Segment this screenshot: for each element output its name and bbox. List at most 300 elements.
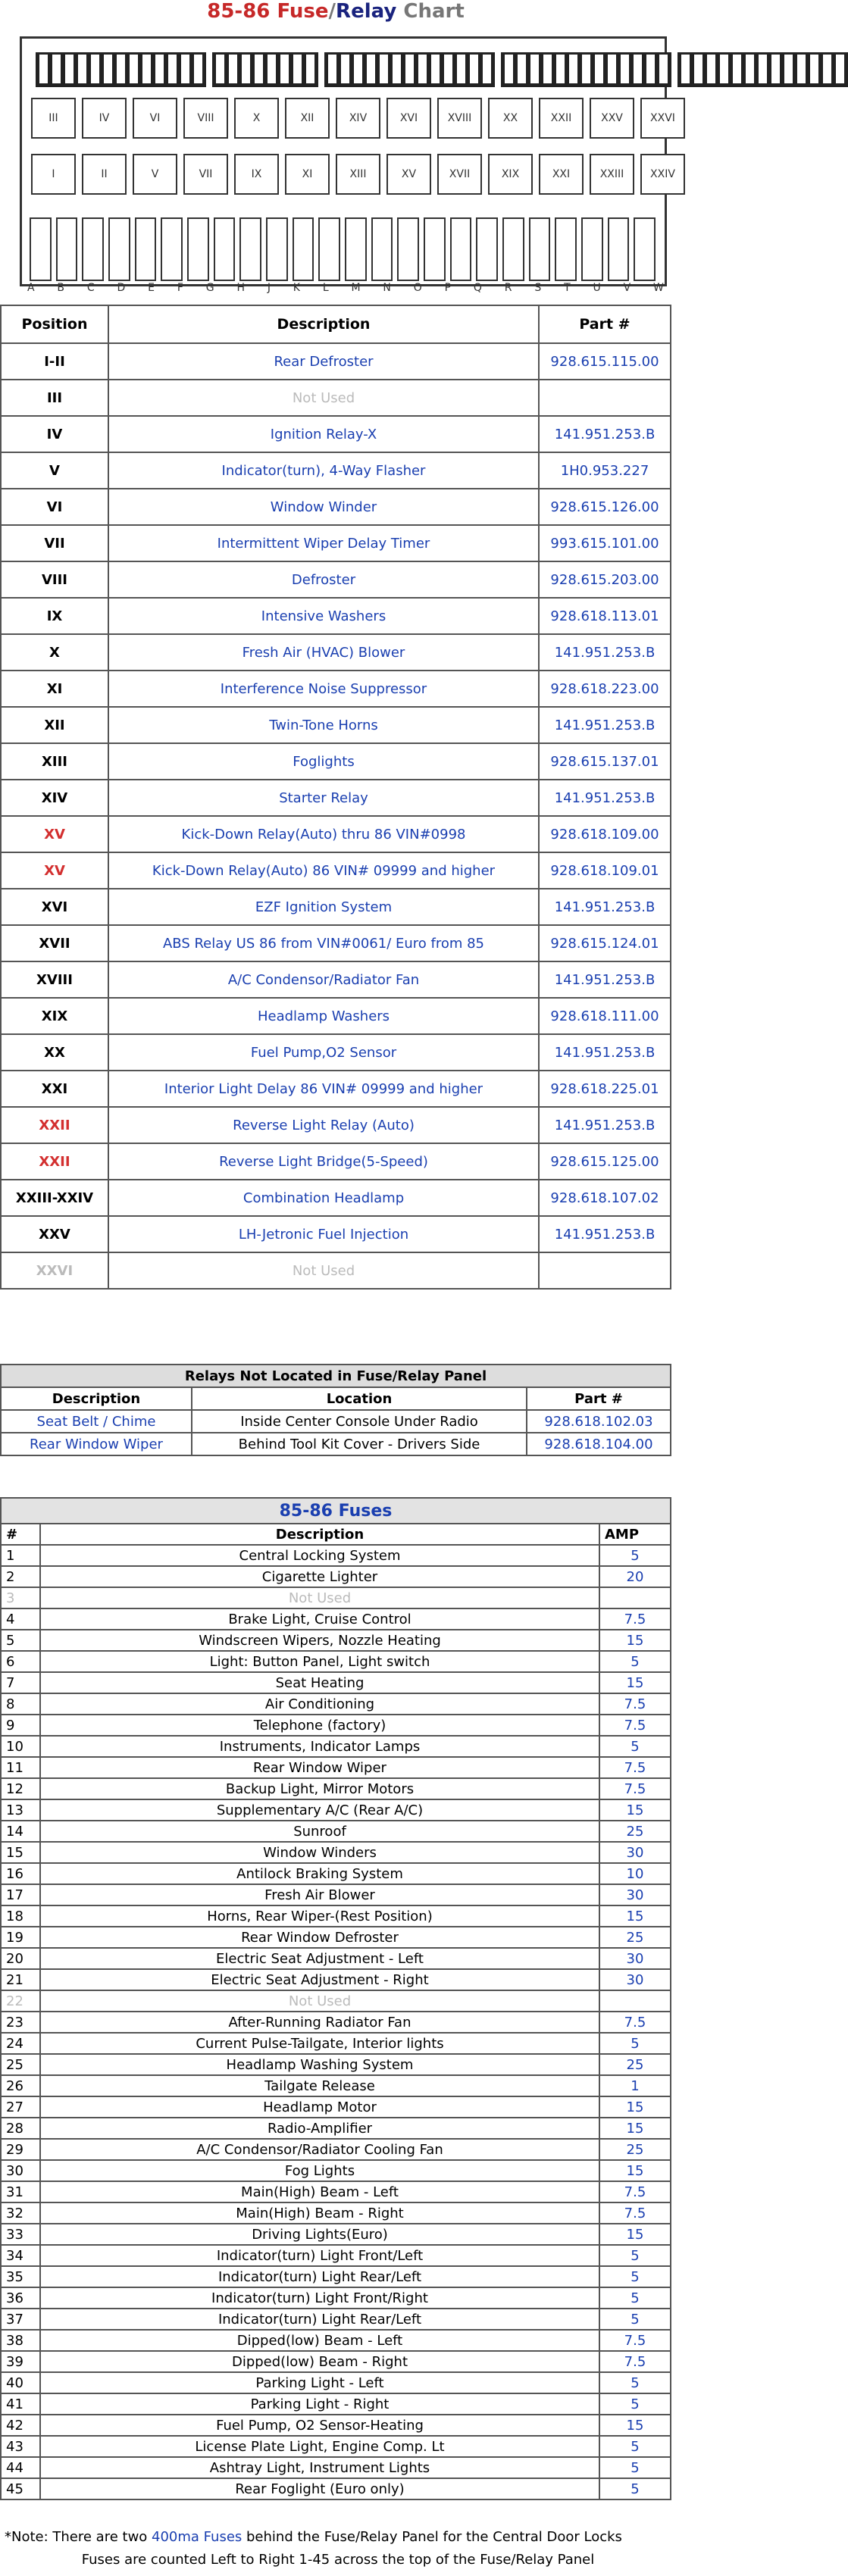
fuse-description: Fresh Air Blower	[40, 1884, 599, 1905]
header-part: Part #	[539, 305, 671, 343]
relay-part-number: 141.951.253.B	[539, 416, 671, 452]
not-located-row	[1, 1410, 671, 1433]
fuse-number: 19	[1, 1927, 40, 1948]
fuse-description: Light: Button Panel, Light switch	[40, 1651, 599, 1672]
fuse-amp: 7.5	[599, 2351, 671, 2372]
relay-row	[1, 1216, 671, 1252]
relay-part-number	[539, 1252, 671, 1289]
fuse-slot	[456, 54, 466, 84]
fuse-description: Radio-Amplifier	[40, 2118, 599, 2139]
page-title: 85-86 Fuse/Relay Chart	[207, 0, 465, 23]
relay-slot: X	[234, 98, 279, 139]
fuse-slot	[392, 54, 402, 84]
fuse-row-item	[1, 1736, 671, 1757]
fuse-amp: 5	[599, 2393, 671, 2415]
relay-position: XIX	[1, 998, 108, 1034]
lower-fuse-slot	[424, 217, 446, 281]
relay-position: VI	[1, 489, 108, 525]
relay-row	[1, 671, 671, 707]
lower-fuse-slot	[529, 217, 551, 281]
nl-location: Behind Tool Kit Cover - Drivers Side	[192, 1433, 527, 1455]
fuse-row-item	[1, 1799, 671, 1821]
fuse-amp: 5	[599, 2436, 671, 2457]
fuse-slot	[340, 54, 350, 84]
relay-description: Window Winder	[108, 489, 539, 525]
fuse-slot	[543, 54, 552, 84]
fuse-row-item	[1, 1545, 671, 1566]
nl-location: Inside Center Console Under Radio	[192, 1410, 527, 1433]
lower-fuse-slot	[135, 217, 157, 281]
relay-slot: II	[82, 154, 127, 195]
nl-header-description: Description	[1, 1387, 192, 1410]
fuse-row-item	[1, 2266, 671, 2287]
fuse-slot	[555, 54, 565, 84]
fuse-amp: 7.5	[599, 1715, 671, 1736]
nl-description: Rear Window Wiper	[1, 1433, 192, 1455]
fuse-amp: 30	[599, 1842, 671, 1863]
fuse-row-item	[1, 2457, 671, 2478]
panel-letter: R	[504, 282, 512, 294]
fuse-slot	[581, 54, 591, 84]
fuse-amp: 5	[599, 2033, 671, 2054]
relay-slot: XXV	[590, 98, 634, 139]
fuse-amp: 15	[599, 2415, 671, 2436]
relay-row	[1, 707, 671, 743]
relay-row	[1, 961, 671, 998]
relay-description: Twin-Tone Horns	[108, 707, 539, 743]
lower-fuse-slot	[397, 217, 419, 281]
fuse-amp: 20	[599, 1566, 671, 1587]
fuse-row-item	[1, 2054, 671, 2075]
relay-description: Ignition Relay-X	[108, 416, 539, 452]
panel-letter: L	[322, 282, 329, 294]
fuse-description: Parking Light - Right	[40, 2393, 599, 2415]
lower-fuse-slot	[634, 217, 656, 281]
fuse-slot	[155, 54, 164, 84]
fuse-row-item	[1, 1821, 671, 1842]
fuse-number: 35	[1, 2266, 40, 2287]
relay-part-number: 141.951.253.B	[539, 707, 671, 743]
relay-description: LH-Jetronic Fuel Injection	[108, 1216, 539, 1252]
fuse-slot	[693, 54, 703, 84]
fuse-description: Fog Lights	[40, 2160, 599, 2181]
fuse-slot	[90, 54, 100, 84]
panel-letter: G	[205, 282, 214, 294]
panel-letter: O	[413, 282, 422, 294]
fuse-description: Indicator(turn) Light Rear/Left	[40, 2309, 599, 2330]
fuse-row-item	[1, 2012, 671, 2033]
relay-part-number: 928.615.125.00	[539, 1143, 671, 1180]
relay-position: XI	[1, 671, 108, 707]
relay-slot: XIII	[336, 154, 380, 195]
fuse-row-item	[1, 2245, 671, 2266]
fuse-slot	[228, 54, 238, 84]
fuse-amp	[599, 1990, 671, 2012]
nl-header-location: Location	[192, 1387, 527, 1410]
fuse-amp: 7.5	[599, 2330, 671, 2351]
fuse-group	[212, 52, 318, 87]
lower-fuse-slot	[108, 217, 130, 281]
fuse-description: Sunroof	[40, 1821, 599, 1842]
panel-letter: C	[86, 282, 95, 294]
lower-fuse-slot	[555, 217, 577, 281]
fuse-number: 34	[1, 2245, 40, 2266]
relay-description: Not Used	[108, 1252, 539, 1289]
relay-row	[1, 998, 671, 1034]
fuse-row-item	[1, 2330, 671, 2351]
fuse-number: 28	[1, 2118, 40, 2139]
relay-position: XXVI	[1, 1252, 108, 1289]
fuse-slot	[620, 54, 630, 84]
relay-slot: V	[133, 154, 177, 195]
fuse-slot	[594, 54, 604, 84]
relay-row	[1, 925, 671, 961]
fuse-number: 7	[1, 1672, 40, 1693]
relay-description: Fresh Air (HVAC) Blower	[108, 634, 539, 671]
relay-part-number: 928.618.109.00	[539, 816, 671, 852]
fuse-amp: 5	[599, 2372, 671, 2393]
fuse-number: 6	[1, 1651, 40, 1672]
fuse-description: Rear Foglight (Euro only)	[40, 2478, 599, 2499]
panel-letter: K	[293, 282, 300, 294]
fuse-row-item	[1, 2372, 671, 2393]
fuse-amp: 5	[599, 2266, 671, 2287]
relay-position: XXIII-XXIV	[1, 1180, 108, 1216]
relay-description: Intensive Washers	[108, 598, 539, 634]
fuse-slot	[116, 54, 126, 84]
fuse-number: 40	[1, 2372, 40, 2393]
lower-fuse-slot	[239, 217, 261, 281]
fuse-amp: 7.5	[599, 1757, 671, 1778]
relay-slot: IX	[234, 154, 279, 195]
relay-slot: XXIV	[640, 154, 685, 195]
panel-letter: J	[267, 282, 271, 294]
fuse-row-item	[1, 1863, 671, 1884]
relay-slot: XVIII	[437, 98, 482, 139]
panel-letter: S	[534, 282, 542, 294]
relay-part-number: 928.618.111.00	[539, 998, 671, 1034]
fuse-row-item	[1, 2096, 671, 2118]
fuse-row-item	[1, 1948, 671, 1969]
fuse-description: Instruments, Indicator Lamps	[40, 1736, 599, 1757]
fuse-description: Tailgate Release	[40, 2075, 599, 2096]
fuse-slot	[706, 54, 716, 84]
fuse-slot	[215, 54, 225, 84]
fuse-description: Indicator(turn) Light Front/Left	[40, 2245, 599, 2266]
relay-row	[1, 380, 671, 416]
relay-description: Combination Headlamp	[108, 1180, 539, 1216]
bottom-relay-row	[31, 154, 685, 195]
fuse-slot	[430, 54, 440, 84]
relay-position: XXV	[1, 1216, 108, 1252]
fuse-number: 45	[1, 2478, 40, 2499]
fuse-description: Cigarette Lighter	[40, 1566, 599, 1587]
nl-header-part: Part #	[527, 1387, 671, 1410]
relay-row	[1, 1107, 671, 1143]
fuse-slot	[771, 54, 781, 84]
relay-description: Defroster	[108, 561, 539, 598]
relay-position: VII	[1, 525, 108, 561]
fuse-group	[36, 52, 206, 87]
fuse-slot	[504, 54, 514, 84]
fuse-slot	[482, 54, 492, 84]
relay-position: XV	[1, 852, 108, 889]
fuse-description: After-Running Radiator Fan	[40, 2012, 599, 2033]
fuse-slot	[129, 54, 139, 84]
fuse-amp: 7.5	[599, 2012, 671, 2033]
fuse-row-item	[1, 2478, 671, 2499]
fuse-description: Dipped(low) Beam - Left	[40, 2330, 599, 2351]
fuse-number: 24	[1, 2033, 40, 2054]
fuse-row-item	[1, 2033, 671, 2054]
relay-slot: XIX	[488, 154, 533, 195]
fuse-description: License Plate Light, Engine Comp. Lt	[40, 2436, 599, 2457]
fuse-description: Rear Window Wiper	[40, 1757, 599, 1778]
panel-letters	[27, 282, 664, 299]
fuse-row-item	[1, 2415, 671, 2436]
relay-position: IV	[1, 416, 108, 452]
fuse-row-item	[1, 2224, 671, 2245]
relay-description: Fuel Pump,O2 Sensor	[108, 1034, 539, 1071]
fuse-amp: 25	[599, 2139, 671, 2160]
fuse-description: Supplementary A/C (Rear A/C)	[40, 1799, 599, 1821]
relay-slot: I	[31, 154, 76, 195]
relay-position: IX	[1, 598, 108, 634]
fuse-description: Windscreen Wipers, Nozzle Heating	[40, 1630, 599, 1651]
relay-slot: XX	[488, 98, 533, 139]
fuse-row-item	[1, 1757, 671, 1778]
fuse-amp: 5	[599, 2287, 671, 2309]
fuse-relay-panel-diagram	[20, 36, 675, 286]
fuse-slot	[659, 54, 668, 84]
relay-description: Starter Relay	[108, 780, 539, 816]
relay-row	[1, 634, 671, 671]
fuse-slot	[796, 54, 806, 84]
panel-letter: H	[236, 282, 245, 294]
relay-position: XXII	[1, 1107, 108, 1143]
fuse-slot	[305, 54, 315, 84]
fuse-slot	[784, 54, 793, 84]
lower-fuse-grid	[30, 217, 656, 281]
fuse-amp: 25	[599, 2054, 671, 2075]
fuse-amp: 15	[599, 2224, 671, 2245]
relay-part-number: 928.618.225.01	[539, 1071, 671, 1107]
fuse-row-item	[1, 1905, 671, 1927]
fuse-header-description: Description	[40, 1524, 599, 1545]
relay-position: III	[1, 380, 108, 416]
lower-fuse-slot	[30, 217, 52, 281]
relay-part-number: 141.951.253.B	[539, 634, 671, 671]
relay-position: XV	[1, 816, 108, 852]
fuse-description: Indicator(turn) Light Front/Right	[40, 2287, 599, 2309]
fuse-row-item	[1, 1715, 671, 1736]
relay-description: ABS Relay US 86 from VIN#0061/ Euro from 85	[108, 925, 539, 961]
fuse-slot	[732, 54, 742, 84]
fuse-description: Electric Seat Adjustment - Left	[40, 1948, 599, 1969]
fuse-number: 21	[1, 1969, 40, 1990]
fuse-number: 32	[1, 2202, 40, 2224]
relay-row	[1, 1143, 671, 1180]
relay-slot: XV	[386, 154, 431, 195]
panel-letter: N	[383, 282, 391, 294]
fuse-slot	[327, 54, 337, 84]
fuse-number: 18	[1, 1905, 40, 1927]
fuse-amp: 25	[599, 1927, 671, 1948]
fuse-description: Electric Seat Adjustment - Right	[40, 1969, 599, 1990]
fuse-amp: 5	[599, 1545, 671, 1566]
fuse-row-item	[1, 1630, 671, 1651]
relay-slot: VIII	[183, 98, 228, 139]
relay-part-number: 928.618.113.01	[539, 598, 671, 634]
panel-letter: E	[148, 282, 155, 294]
relay-table	[0, 305, 671, 1290]
panel-letter: P	[444, 282, 452, 294]
nl-description: Seat Belt / Chime	[1, 1410, 192, 1433]
fuse-slot	[64, 54, 74, 84]
relay-position: XXI	[1, 1071, 108, 1107]
relay-part-number: 1H0.953.227	[539, 452, 671, 489]
fuse-amp: 7.5	[599, 2181, 671, 2202]
panel-letter: A	[27, 282, 35, 294]
relay-part-number: 141.951.253.B	[539, 1034, 671, 1071]
fuse-group	[677, 52, 848, 87]
relay-table-header	[1, 305, 671, 343]
fuse-row-item	[1, 2160, 671, 2181]
fuse-amp: 30	[599, 1884, 671, 1905]
fuse-amp: 1	[599, 2075, 671, 2096]
fuse-number: 36	[1, 2287, 40, 2309]
fuse-slot	[366, 54, 376, 84]
fuse-number: 23	[1, 2012, 40, 2033]
fuse-number: 31	[1, 2181, 40, 2202]
fuse-amp: 15	[599, 2160, 671, 2181]
panel-letter: Q	[473, 282, 482, 294]
not-located-row	[1, 1433, 671, 1455]
fuse-slot	[822, 54, 832, 84]
fuse-slot	[418, 54, 427, 84]
fuse-row-item	[1, 2309, 671, 2330]
relay-slot: XXVI	[640, 98, 685, 139]
note-highlight: 400ma Fuses	[152, 2529, 243, 2545]
relay-part-number: 141.951.253.B	[539, 780, 671, 816]
relay-position: XVII	[1, 925, 108, 961]
fuse-number: 26	[1, 2075, 40, 2096]
relay-row	[1, 489, 671, 525]
fuse-number: 13	[1, 1799, 40, 1821]
lower-fuse-slot	[82, 217, 104, 281]
fuse-slot	[167, 54, 177, 84]
fuse-slot	[52, 54, 61, 84]
fuse-row-item	[1, 1884, 671, 1905]
relay-part-number: 928.615.126.00	[539, 489, 671, 525]
fuse-description: Main(High) Beam - Right	[40, 2202, 599, 2224]
fuse-slot	[517, 54, 527, 84]
relay-description: Interference Noise Suppressor	[108, 671, 539, 707]
fuse-slot	[681, 54, 690, 84]
fuse-description: Headlamp Motor	[40, 2096, 599, 2118]
fuse-description: Backup Light, Mirror Motors	[40, 1778, 599, 1799]
fuse-slot	[568, 54, 578, 84]
relay-position: I-II	[1, 343, 108, 380]
fuse-row	[36, 52, 649, 84]
fuse-description: Window Winders	[40, 1842, 599, 1863]
lower-fuse-slot	[608, 217, 630, 281]
relay-slot: VII	[183, 154, 228, 195]
fuse-slot	[745, 54, 755, 84]
footnote: *Note: There are two 400ma Fuses behind the Fuse/Relay Panel for the Central Door Locks Fuses are counted Left to Right 1-45 across the top of the Fuse/Relay Panel	[5, 2526, 671, 2571]
fuse-amp: 5	[599, 2478, 671, 2499]
fuse-row-item	[1, 2075, 671, 2096]
fuse-amp: 7.5	[599, 1608, 671, 1630]
fuse-number: 2	[1, 1566, 40, 1587]
fuse-row-item	[1, 2181, 671, 2202]
fuse-slot	[293, 54, 302, 84]
fuse-number: 17	[1, 1884, 40, 1905]
fuse-slot	[193, 54, 203, 84]
fuse-amp: 5	[599, 1651, 671, 1672]
fuse-number: 20	[1, 1948, 40, 1969]
fuse-slot	[39, 54, 49, 84]
fuse-slot	[267, 54, 277, 84]
fuse-slot	[633, 54, 643, 84]
relay-row	[1, 343, 671, 380]
header-position: Position	[1, 305, 108, 343]
fuse-description: Seat Heating	[40, 1672, 599, 1693]
fuse-number: 10	[1, 1736, 40, 1757]
relay-position: XVIII	[1, 961, 108, 998]
fuse-number: 16	[1, 1863, 40, 1884]
fuse-row-item	[1, 1693, 671, 1715]
fuse-slot	[607, 54, 617, 84]
fuse-row-item	[1, 1672, 671, 1693]
relay-position: VIII	[1, 561, 108, 598]
fuse-slot	[280, 54, 289, 84]
fuse-slot	[142, 54, 152, 84]
fuse-amp: 5	[599, 1736, 671, 1757]
fuse-description: Main(High) Beam - Left	[40, 2181, 599, 2202]
lower-fuse-slot	[450, 217, 472, 281]
fuse-row-item	[1, 1969, 671, 1990]
fuse-description: A/C Condensor/Radiator Cooling Fan	[40, 2139, 599, 2160]
fuse-number: 3	[1, 1587, 40, 1608]
fuse-number: 1	[1, 1545, 40, 1566]
relay-slot: IV	[82, 98, 127, 139]
fuse-row-item	[1, 2393, 671, 2415]
relay-part-number: 928.618.107.02	[539, 1180, 671, 1216]
fuse-description: Brake Light, Cruise Control	[40, 1608, 599, 1630]
relay-description: Kick-Down Relay(Auto) 86 VIN# 09999 and higher	[108, 852, 539, 889]
relay-row	[1, 816, 671, 852]
fuse-number: 22	[1, 1990, 40, 2012]
fuse-description: Ashtray Light, Instrument Lights	[40, 2457, 599, 2478]
fuse-description: Rear Window Defroster	[40, 1927, 599, 1948]
fuse-amp: 7.5	[599, 1778, 671, 1799]
relay-slot: XI	[285, 154, 330, 195]
fuse-slot	[719, 54, 729, 84]
fuse-slot	[809, 54, 819, 84]
relay-row	[1, 1180, 671, 1216]
relay-row	[1, 1252, 671, 1289]
fuse-description: Air Conditioning	[40, 1693, 599, 1715]
not-located-table	[0, 1364, 671, 1456]
fuse-description: Indicator(turn) Light Rear/Left	[40, 2266, 599, 2287]
fuse-amp: 15	[599, 1799, 671, 1821]
fuse-number: 39	[1, 2351, 40, 2372]
panel-letter: W	[653, 282, 664, 294]
fuse-description: Fuel Pump, O2 Sensor-Heating	[40, 2415, 599, 2436]
fuse-slot	[758, 54, 768, 84]
relay-description: Headlamp Washers	[108, 998, 539, 1034]
